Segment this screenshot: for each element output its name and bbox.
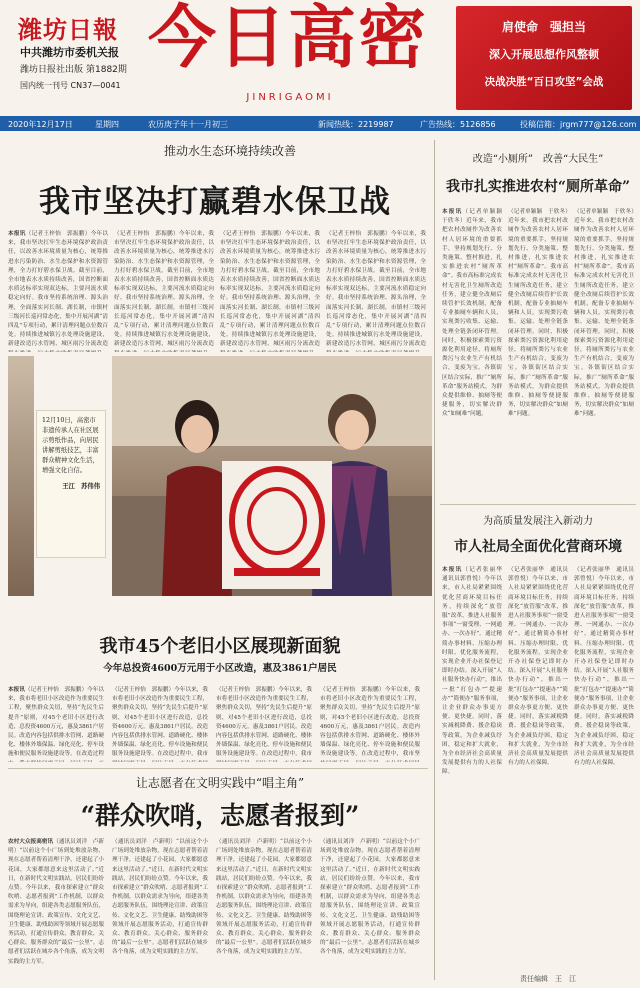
business-body-text-2: （记者张丽华 通讯员郭曾悦）今年以来，市人社局紧紧围绕优化营商环境目标任务，持续深化“放管服”改革，推进人社服务事项“一窗受理、一网通办、一次办好”。通过精简办事材料、压缩办理时限、优化服务流程，实现企业开办社保登记即时办结。深入开展“人社服务快办行动”，推出一批“打包办”“提速办”“简便办”服务事项，让企业群众办事更方便、更快捷。同时，落实减税降费、援企稳岗等政策，为企业减负纾困，稳定和扩大就业，为全市经济社会高质量发展提供有力的人社保障。 — [508, 567, 568, 767]
right-divider — [440, 504, 636, 505]
volunteer-body-text-4: （通讯员刘洋 卢新明）“以前这个小广场到处堆放杂物，现在志愿者帮着清理干净，还建起了小花园，大家都愿意来这里活动了。”近日，在新时代文明实践站，居民们纷纷点赞。今年以来，我市探索建立“群众吹哨、志愿者报到”工作机制，以群众需求为导向，组建各类志愿服务队伍，围绕理论宣讲、政策宣传、文化文艺、卫生健康、助残助困等领域开展志愿服务活动，打通宣传群众、教育群众、关心群众、服务群众的“最后一公里”。志愿者们活跃在城乡各个角落，成为文明实践的主力军。 — [320, 839, 420, 956]
lead-body-col-4 — [326, 230, 426, 352]
news-hotline: 新闻热线：2219987 — [318, 120, 394, 129]
issue-date: 2020年12月17日 — [8, 120, 73, 129]
lead-body-col-1 — [8, 230, 108, 352]
photo-side-strip — [8, 356, 34, 596]
ad-hotline: 广告热线：5126856 — [420, 120, 496, 129]
weekday: 星期四 — [95, 120, 119, 129]
photo-caption-text: 12月10日，高密市非遗传承人在社区展示剪纸作品，向居民讲解剪纸技艺，丰富群众精神文化生活，增强文化自信。 — [42, 417, 99, 474]
community-body-col-2 — [112, 686, 208, 762]
volunteer-body-col-3 — [216, 838, 312, 978]
toilet-body-text-2: （记者单颖颖 于欣冬）近年来，我市把农村改厕作为改善农村人居环境的重要抓手，坚持规划先行、分类施策、整村推进，扎实推进农村“厕所革命”。我市高标准完成农村无害化卫生厕所改造任务，建立健全改厕后续管护长效机制，配备专业抽厕车辆和人员，实现粪污收集、运输、处理全链条闭环管理。同时，积极探索粪污资源化利用途径，将厕所粪污与农业生产有机结合，变废为宝。各镇街区结合实际，推广“厕所革命”服务站模式，为群众提供维修、抽厕等便捷服务，切实解决群众“如厕难”问题。 — [508, 209, 568, 418]
volunteer-body-text-3: （通讯员刘洋 卢新明）“以前这个小广场到处堆放杂物，现在志愿者帮着清理干净，还建起了小花园，大家都愿意来这里活动了。”近日，在新时代文明实践站，居民们纷纷点赞。今年以来，我市探索建立“群众吹哨、志愿者报到”工作机制，以群众需求为导向，组建各类志愿服务队伍，围绕理论宣讲、政策宣传、文化文艺、卫生健康、助残助困等领域开展志愿服务活动，打通宣传群众、教育群众、关心群众、服务群众的“最后一公里”。志愿者们活跃在城乡各个角落，成为文明实践的主力军。 — [216, 839, 312, 956]
photo-caption-box — [36, 410, 106, 558]
edition-line: 潍坊日报社出版 — [20, 65, 84, 75]
slogan-line-1: 肩使命 强担当 — [501, 20, 586, 34]
lunar-date: 农历庚子年十一月初三 — [148, 120, 228, 129]
column-divider — [434, 140, 435, 980]
business-body-text-3: （记者张丽华 通讯员郭曾悦）今年以来，市人社局紧紧围绕优化营商环境目标任务，持续深化“放管服”改革，推进人社服务事项“一窗受理、一网通办、一次办好”。通过精简办事材料、压缩办理时限、优化服务流程，实现企业开办社保登记即时办结。深入开展“人社服务快办行动”，推出一批“打包办”“提速办”“简便办”服务事项，让企业群众办事更方便、更快捷。同时，落实减税降费、援企稳岗等政策，为企业减负纾困，稳定和扩大就业，为全市经济社会高质量发展提供有力的人社保障。 — [574, 567, 634, 767]
community-body-text-4: （记者王梓怡 郭振鹏）今年以来，我市将老旧小区改造作为重要民生工程，聚焦群众关切，坚持“先民生后提升”原则，对45个老旧小区进行改造，总投资4600万元，惠及3861户居民。改造内容包括供排水管网、道路硬化、楼体外墙保温、绿化亮化、停车设施和便民服务设施建设等。在改造过程中，我市坚 — [320, 687, 420, 758]
community-body-col-1 — [8, 686, 104, 762]
business-kicker: 为高质量发展注入新动力 — [483, 516, 593, 527]
business-body-col-1 — [442, 566, 502, 966]
info-bar — [0, 116, 640, 131]
business-body-col-3 — [574, 566, 634, 966]
volunteer-body-col-2 — [112, 838, 208, 978]
cn-number: 国内统一刊号 CN37—0041 — [20, 81, 121, 90]
community-subhead: 今年总投资4600万元用于小区改造，惠及3861户居民 — [103, 663, 337, 674]
slogan-line-3: 决战决胜“百日攻坚”会战 — [484, 76, 604, 88]
paper-logo: 潍坊日報 — [18, 15, 118, 44]
lead-kicker: 推动水生态环境持续改善 — [163, 144, 296, 158]
toilet-body-col-1 — [442, 208, 502, 498]
slogan-banner — [456, 6, 632, 110]
volunteer-kicker: 让志愿者在文明实践中“唱主角” — [135, 776, 305, 790]
photo-credit: 王江 苏伟伟 — [62, 483, 100, 490]
news-photo — [112, 356, 432, 596]
lead-body-text-4: （记者王梓怡 郭振鹏）今年以来，我市坚决扛牢生态环境保护政治责任，以改善水环境质量为核心，统筹推进水污染防治、水生态保护和水资源管理，全力打好碧水保卫战。截至目前，全市地表水水质持续改善，国省控断面水质达标率实现双达标，主要河流水质稳定向好。我市坚持系统治理、源头治理，全面落实河长制、湖长制，市镇村三级河长巡河常态化，集中开展河湖“清四乱”专项行动，累计清理问题点位数百处。持续推进城镇污水处理设施建设，新建改造污水管网，城区雨污分流改造 — [326, 231, 426, 348]
responsible-editor: 责任编辑 王 江 — [520, 975, 576, 983]
lead-body-text-2: （记者王梓怡 郭振鹏）今年以来，我市坚决扛牢生态环境保护政治责任，以改善水环境质量为核心，统筹推进水污染防治、水生态保护和水资源管理，全力打好碧水保卫战。截至目前，全市地表水水质持续改善，国省控断面水质达标率实现双达标，主要河流水质稳定向好。我市坚持系统治理、源头治理，全面落实河长制、湖长制，市镇村三级河长巡河常态化，集中开展河湖“清四乱”专项行动，累计清理问题点位数百处。持续推进城镇污水处理设施建设，新建改造污水管网，城区雨污分流改造 — [114, 231, 214, 348]
toilet-body-text: （记者单颖颖 于欣冬）近年来，我市把农村改厕作为改善农村人居环境的重要抓手，坚持规划先行、分类施策、整村推进，扎实推进农村“厕所革命”。我市高标准完成农村无害化卫生厕所改造任务，建立健全改厕后续管护长效机制，配备专业抽厕车辆和人员，实现粪污收集、运输、处理全链条闭环管理。同时，积极探索粪污资源化利用途径，将厕所粪污与农业生产有机结合，变废为宝。各镇街区结合实际，推广“厕所革命”服务站模式，为群众提供维修、抽厕等便捷服务，切实解决群众“如厕难”问题。 — [442, 209, 502, 418]
volunteer-body-text-2: （通讯员刘洋 卢新明）“以前这个小广场到处堆放杂物，现在志愿者帮着清理干净，还建起了小花园，大家都愿意来这里活动了。”近日，在新时代文明实践站，居民们纷纷点赞。今年以来，我市探索建立“群众吹哨、志愿者报到”工作机制，以群众需求为导向，组建各类志愿服务队伍，围绕理论宣讲、政策宣传、文化文艺、卫生健康、助残助困等领域开展志愿服务活动，打通宣传群众、教育群众、关心群众、服务群众的“最后一公里”。志愿者们活跃在城乡各个角落，成为文明实践的主力军。 — [112, 839, 208, 956]
volunteer-headline: “群众吹哨，志愿者报到” — [80, 801, 360, 830]
business-headline: 市人社局全面优化营商环境 — [454, 539, 622, 555]
business-byline: 本报讯 — [442, 567, 463, 573]
volunteer-body-col-4 — [320, 838, 420, 978]
photo-illustration — [112, 356, 432, 596]
toilet-byline: 本报讯 — [442, 209, 463, 215]
lead-body-col-2 — [114, 230, 214, 352]
toilet-headline: 我市扎实推进农村“厕所革命” — [445, 179, 631, 195]
section-title: 今日高密 — [147, 0, 428, 78]
community-body-col-3 — [216, 686, 312, 762]
community-byline: 本报讯 — [8, 687, 25, 693]
toilet-body-col-2 — [508, 208, 568, 498]
community-body-text-2: （记者王梓怡 郭振鹏）今年以来，我市将老旧小区改造作为重要民生工程，聚焦群众关切，坚持“先民生后提升”原则，对45个老旧小区进行改造，总投资4600万元，惠及3861户居民。改造内容包括供排水管网、道路硬化、楼体外墙保温、绿化亮化、停车设施和便民服务设施建设等。在改造过程中，我市 — [112, 687, 208, 758]
lead-body-text: （记者王梓怡 郭振鹏）今年以来，我市坚决扛牢生态环境保护政治责任，以改善水环境质量为核心，统筹推进水污染防治、水生态保护和水资源管理，全力打好碧水保卫战。截至目前，全市地表水水质持续改善，国省控断面水质达标率实现双达标，主要河流水质稳定向好。我市坚持系统治理、源头治理，全面落实河长制、湖长制，市镇村三级河长巡河常态化，集中开展河湖“清四乱”专项行动，累计清理问题点位数百处。持续推进城镇污水处理设施建设，新建改造污水管网，城区雨污分流改造 — [8, 231, 108, 348]
community-headline: 我市45个老旧小区展现新面貌 — [99, 636, 341, 657]
toilet-body-col-3 — [574, 208, 634, 498]
community-body-text-3: （记者王梓怡 郭振鹏）今年以来，我市将老旧小区改造作为重要民生工程，聚焦群众关切，坚持“先民生后提升”原则，对45个老旧小区进行改造，总投资4600万元，惠及3861户居民。改造内容包括供排水管网、道路硬化、楼体外墙保温、绿化亮化、停车设施和便民服务设施建设等。在改造过程中，我市 — [216, 687, 312, 758]
toilet-kicker: 改造“小厕所” 改善“大民生” — [472, 154, 604, 165]
volunteer-body-text: （通讯员刘洋 卢新明）“以前这个小广场到处堆放杂物，现在志愿者帮着清理干净，还建起了小花园，大家都愿意来这里活动了。”近日，在新时代文明实践站，居民们纷纷点赞。今年以来，我市探索建立“群众吹哨、志愿者报到”工作机制，以群众需求为导向，组建各类志愿服务队伍，围绕理论宣讲、政策宣传、文化文艺、卫生健康、助残助困等领域开展志愿服务活动，打通宣传群众、教育群众、关心群众、服务群众的“最后一公里”。志愿者们活跃在城乡各个角落，成为文明实践的主力军。 — [8, 839, 104, 965]
community-body-col-4 — [320, 686, 420, 762]
lead-headline: 我市坚决打赢碧水保卫战 — [39, 184, 391, 220]
divider — [8, 768, 428, 769]
community-body-text: （记者王梓怡 郭振鹏）今年以来，我市将老旧小区改造作为重要民生工程，聚焦群众关切，坚持“先民生后提升”原则，对45个老旧小区进行改造，总投资4600万元，惠及3861户居民。改造内容包括供排水管网、道路硬化、楼体外墙保温、绿化亮化、停车设施和便民服务设施建设等。在改造过程 — [8, 687, 104, 758]
email: 投稿信箱：jrgm777@126.com — [520, 120, 637, 129]
volunteer-body-col-1 — [8, 838, 104, 978]
lead-byline: 本报讯 — [8, 231, 26, 237]
lead-body-col-3 — [220, 230, 320, 352]
section-title-pinyin: JINRIGAOMI — [246, 92, 334, 103]
lead-body-text-3: （记者王梓怡 郭振鹏）今年以来，我市坚决扛牢生态环境保护政治责任，以改善水环境质量为核心，统筹推进水污染防治、水生态保护和水资源管理，全力打好碧水保卫战。截至目前，全市地表水水质持续改善，国省控断面水质达标率实现双达标，主要河流水质稳定向好。我市坚持系统治理、源头治理，全面落实河长制、湖长制，市镇村三级河长巡河常态化，集中开展河湖“清四乱”专项行动，累计清理问题点位数百处。持续推进城镇污水处理设施建设，新建改造污水管网，城区雨污分流改造 — [220, 231, 320, 348]
publisher-line: 中共潍坊市委机关报 — [20, 46, 119, 59]
volunteer-byline: 农村大众报高密讯 — [8, 839, 54, 845]
business-body-text: （记者张丽华 通讯员郭曾悦）今年以来，市人社局紧紧围绕优化营商环境目标任务，持续深化“放管服”改革，推进人社服务事项“一窗受理、一网通办、一次办好”。通过精简办事材料、压缩办理时限、优化服务流程，实现企业开办社保登记即时办结。深入开展“人社服务快办行动”，推出一批“打包办”“提速办”“简便办”服务事项，让企业群众办事更方便、更快捷。同时，落实减税降费、援企稳岗等政策，为企业减负纾困，稳定和扩大就业，为全市经济社会高质量发展提供有力的人社保障。 — [442, 567, 502, 776]
slogan-line-2: 深入开展思想作风整顿 — [489, 48, 599, 61]
issue-number: 第1882期 — [86, 65, 127, 75]
toilet-body-text-3: （记者单颖颖 于欣冬）近年来，我市把农村改厕作为改善农村人居环境的重要抓手，坚持规划先行、分类施策、整村推进，扎实推进农村“厕所革命”。我市高标准完成农村无害化卫生厕所改造任务，建立健全改厕后续管护长效机制，配备专业抽厕车辆和人员，实现粪污收集、运输、处理全链条闭环管理。同时，积极探索粪污资源化利用途径，将厕所粪污与农业生产有机结合，变废为宝。各镇街区结合实际，推广“厕所革命”服务站模式，为群众提供维修、抽厕等便捷服务，切实解决群众“如厕难”问题。 — [574, 209, 634, 418]
business-body-col-2 — [508, 566, 568, 966]
